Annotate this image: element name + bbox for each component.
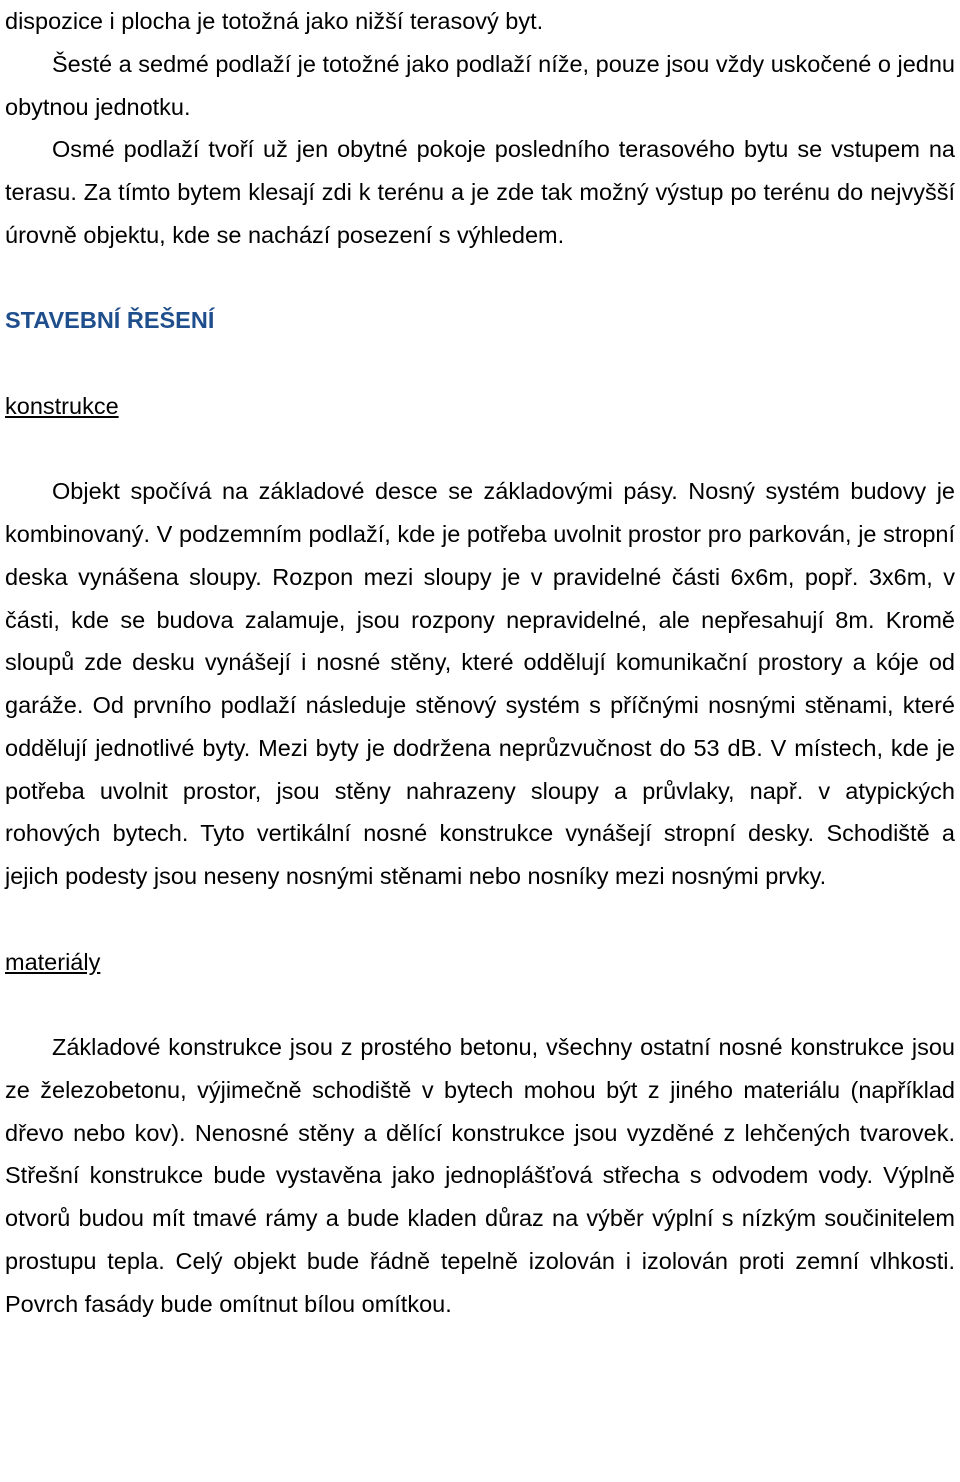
spacer (5, 257, 955, 300)
document-page (5, 0, 955, 1325)
intro-paragraph-3: Osmé podlaží tvoří už jen obytné pokoje posledního terasového bytu se vstupem na terasu. Za tímto bytem klesají zdi k terénu a je zde tak možný výstup po terénu do nejvyšší úrovně objektu, kde se nachází posezení s výhledem. (5, 136, 955, 248)
konstrukce-paragraph: Objekt spočívá na základové desce se základovými pásy. Nosný systém budovy je kombinovaný. V podzemním podlaží, kde je potřeba uvolnit prostor pro parkován, je stropní deska vynášena sloupy. Rozpon mezi sloupy je v pravidelné části 6x6m, popř. 3x6m, v části, kde se budova zalamuje, jsou rozpony nepravidelné, ale nepřesahují 8m. Kromě sloupů zde desku vynášejí i nosné stěny, které oddělují komunikační prostory a kóje od garáže. Od prvního podlaží následuje stěnový systém s příčnými nosnými stěnami, které oddělují jednotlivé byty. Mezi byty je dodržena neprůzvučnost do 53 dB. V místech, kde je potřeba uvolnit prostor, jsou stěny nahrazeny sloupy a průvlaky, např. v atypických rohových bytech. Tyto vertikální nosné konstrukce vynášejí stropní desky. Schodiště a jejich podesty jsou neseny nosnými stěnami nebo nosníky mezi nosnými prvky. (5, 478, 955, 889)
intro-paragraph-1: dispozice i plocha je totožná jako nižší terasový byt. (5, 8, 544, 34)
spacer (5, 342, 955, 385)
materialy-heading: materiály (5, 948, 101, 975)
konstrukce-heading: konstrukce (5, 392, 119, 419)
spacer (5, 428, 955, 471)
spacer (5, 898, 955, 941)
spacer (5, 983, 955, 1026)
intro-paragraph-2: Šesté a sedmé podlaží je totožné jako podlaží níže, pouze jsou vždy uskočené o jednu obytnou jednotku. (5, 50, 955, 120)
materialy-paragraph: Základové konstrukce jsou z prostého betonu, všechny ostatní nosné konstrukce jsou ze železobetonu, výjimečně schodiště v bytech mohou být z jiného materiálu (například dřevo nebo kov). Nenosné stěny a dělící konstrukce jsou vyzděné z lehčených tvarovek. Střešní konstrukce bude vystavěna jako jednoplášťová střecha s odvodem vody. Výplně otvorů budou mít tmavé rámy a bude kladen důraz na výběr výplní s nízkým součinitelem prostupu tepla. Celý objekt bude řádně tepelně izolován i izolován proti zemní vlhkosti. Povrch fasády bude omítnut bílou omítkou. (5, 1034, 955, 1317)
section-title: STAVEBNÍ ŘEŠENÍ (5, 307, 215, 334)
